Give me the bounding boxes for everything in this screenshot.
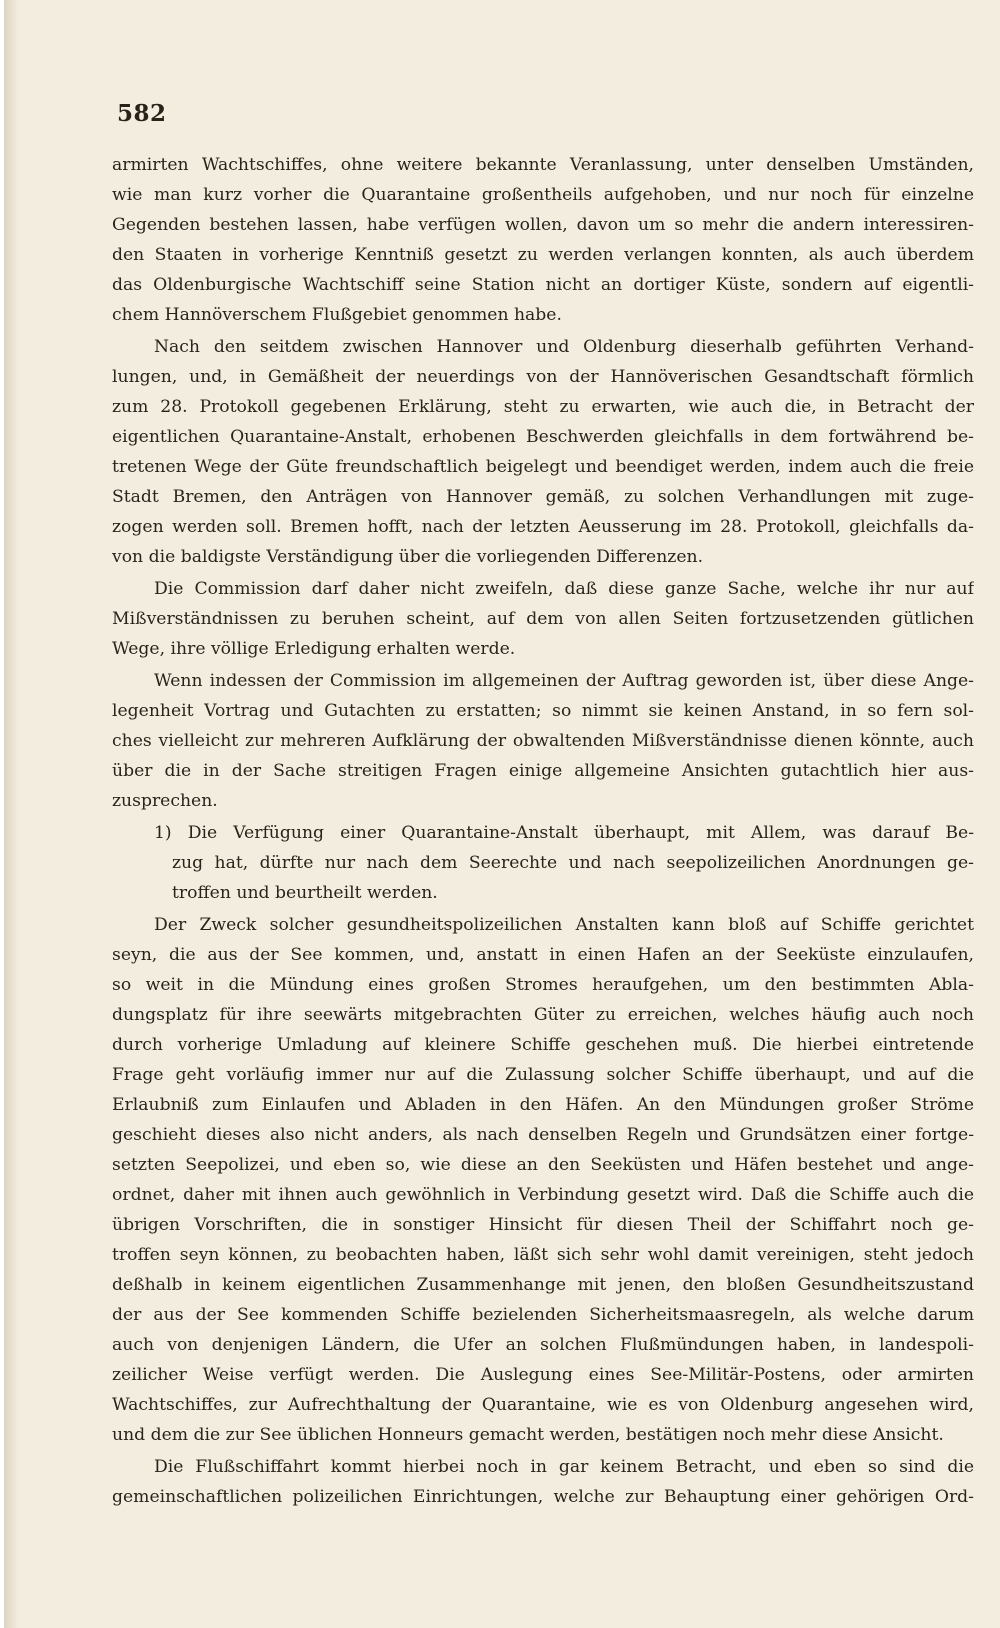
text-line: den Staaten in vorherige Kenntniß gesetzt zu werden verlangen konnten, als auch überdem — [112, 245, 974, 265]
text-line: Mißverständnissen zu beruhen scheint, auf dem von allen Seiten fortzusetzenden gütlichen — [112, 609, 974, 629]
text-line: zug hat, dürfte nur nach dem Seerechte und nach seepolizeilichen Anordnungen ge- — [172, 853, 974, 873]
text-line: von die baldigste Verständigung über die vorliegenden Differenzen. — [112, 547, 704, 567]
paragraph — [112, 1452, 974, 1512]
text-line: wie man kurz vorher die Quarantaine großentheils aufgehoben, und nur noch für einzelne — [112, 185, 974, 205]
text-line: chem Hannöverschem Flußgebiet genommen habe. — [112, 305, 562, 325]
paragraph — [112, 666, 974, 816]
text-line: Die Commission darf daher nicht zweifeln, daß diese ganze Sache, welche ihr nur auf — [154, 579, 974, 599]
text-line: zusprechen. — [112, 791, 218, 811]
numbered-item — [112, 818, 974, 908]
text-line: Die Flußschiffahrt kommt hierbei noch in gar keinem Betracht, und eben so sind die — [154, 1457, 974, 1477]
text-line: troffen und beurtheilt werden. — [172, 883, 438, 903]
page-gutter-shadow — [4, 0, 18, 1628]
text-line: so weit in die Mündung eines großen Stromes heraufgehen, um den bestimmten Abla- — [112, 975, 974, 995]
body-text — [112, 150, 974, 1512]
text-line: zum 28. Protokoll gegebenen Erklärung, steht zu erwarten, wie auch die, in Betracht der — [112, 397, 974, 417]
text-line: armirten Wachtschiffes, ohne weitere bekannte Veranlassung, unter denselben Umständen, — [112, 155, 974, 175]
text-line: durch vorherige Umladung auf kleinere Schiffe geschehen muß. Die hierbei eintretende — [112, 1035, 974, 1055]
book-page — [4, 0, 1000, 1628]
text-line: Stadt Bremen, den Anträgen von Hannover gemäß, zu solchen Verhandlungen mit zuge- — [112, 487, 974, 507]
text-line: 1) Die Verfügung einer Quarantaine-Anstalt überhaupt, mit Allem, was darauf Be- — [154, 823, 974, 843]
text-line: Erlaubniß zum Einlaufen und Abladen in den Häfen. An den Mündungen großer Ströme — [112, 1095, 974, 1115]
paragraph — [112, 574, 974, 664]
text-line: ches vielleicht zur mehreren Aufklärung der obwaltenden Mißverständnisse dienen könnte, auch — [112, 731, 974, 751]
page-number: 582 — [117, 100, 167, 127]
text-line: tretenen Wege der Güte freundschaftlich beigelegt und beendiget werden, indem auch die freie — [112, 457, 974, 477]
text-line: seyn, die aus der See kommen, und, anstatt in einen Hafen an der Seeküste einzulaufen, — [112, 945, 974, 965]
text-line: legenheit Vortrag und Gutachten zu erstatten; so nimmt sie keinen Anstand, in so fern sol- — [112, 701, 974, 721]
text-line: Nach den seitdem zwischen Hannover und Oldenburg dieserhalb geführten Verhand- — [154, 337, 974, 357]
text-line: zeilicher Weise verfügt werden. Die Auslegung eines See-Militär-Postens, oder armirten — [112, 1365, 974, 1385]
text-line: Gegenden bestehen lassen, habe verfügen wollen, davon um so mehr die andern interessiren- — [112, 215, 974, 235]
text-line: und dem die zur See üblichen Honneurs gemacht werden, bestätigen noch mehr diese Ansicht. — [112, 1425, 944, 1445]
paragraph — [112, 150, 974, 330]
paragraph — [112, 332, 974, 572]
text-line: über die in der Sache streitigen Fragen einige allgemeine Ansichten gutachtlich hier aus- — [112, 761, 974, 781]
text-line: Wege, ihre völlige Erledigung erhalten werde. — [112, 639, 516, 659]
text-line: gemeinschaftlichen polizeilichen Einrichtungen, welche zur Behauptung einer gehörigen Ord- — [112, 1487, 974, 1507]
text-line: geschieht dieses also nicht anders, als nach denselben Regeln und Grundsätzen einer fortge- — [112, 1125, 974, 1145]
text-line: deßhalb in keinem eigentlichen Zusammenhange mit jenen, den bloßen Gesundheitszustand — [112, 1275, 974, 1295]
text-line: eigentlichen Quarantaine-Anstalt, erhobenen Beschwerden gleichfalls in dem fortwährend be- — [112, 427, 974, 447]
text-line: Der Zweck solcher gesundheitspolizeilichen Anstalten kann bloß auf Schiffe gerichtet — [154, 915, 974, 935]
text-line: Frage geht vorläufig immer nur auf die Zulassung solcher Schiffe überhaupt, und auf die — [112, 1065, 974, 1085]
text-line: der aus der See kommenden Schiffe bezielenden Sicherheitsmaasregeln, als welche darum — [112, 1305, 974, 1325]
text-line: auch von denjenigen Ländern, die Ufer an solchen Flußmündungen haben, in landespoli- — [112, 1335, 974, 1355]
text-line: das Oldenburgische Wachtschiff seine Station nicht an dortiger Küste, sondern auf eigentli- — [112, 275, 974, 295]
text-line: zogen werden soll. Bremen hofft, nach der letzten Aeusserung im 28. Protokoll, gleichfalls da- — [112, 517, 974, 537]
text-line: Wachtschiffes, zur Aufrechthaltung der Quarantaine, wie es von Oldenburg angesehen wird, — [112, 1395, 974, 1415]
text-line: dungsplatz für ihre seewärts mitgebrachten Güter zu erreichen, welches häufig auch noch — [112, 1005, 974, 1025]
text-line: ordnet, daher mit ihnen auch gewöhnlich in Verbindung gesetzt wird. Daß die Schiffe auch die — [112, 1185, 974, 1205]
text-line: troffen seyn können, zu beobachten haben, läßt sich sehr wohl damit vereinigen, steht jedoch — [112, 1245, 974, 1265]
text-line: Wenn indessen der Commission im allgemeinen der Auftrag geworden ist, über diese Ange- — [154, 671, 974, 691]
text-line: setzten Seepolizei, und eben so, wie diese an den Seeküsten und Häfen bestehet und ange- — [112, 1155, 974, 1175]
text-line: übrigen Vorschriften, die in sonstiger Hinsicht für diesen Theil der Schiffahrt noch ge- — [112, 1215, 974, 1235]
text-line: lungen, und, in Gemäßheit der neuerdings von der Hannöverischen Gesandtschaft förmlich — [112, 367, 974, 387]
paragraph — [112, 910, 974, 1450]
